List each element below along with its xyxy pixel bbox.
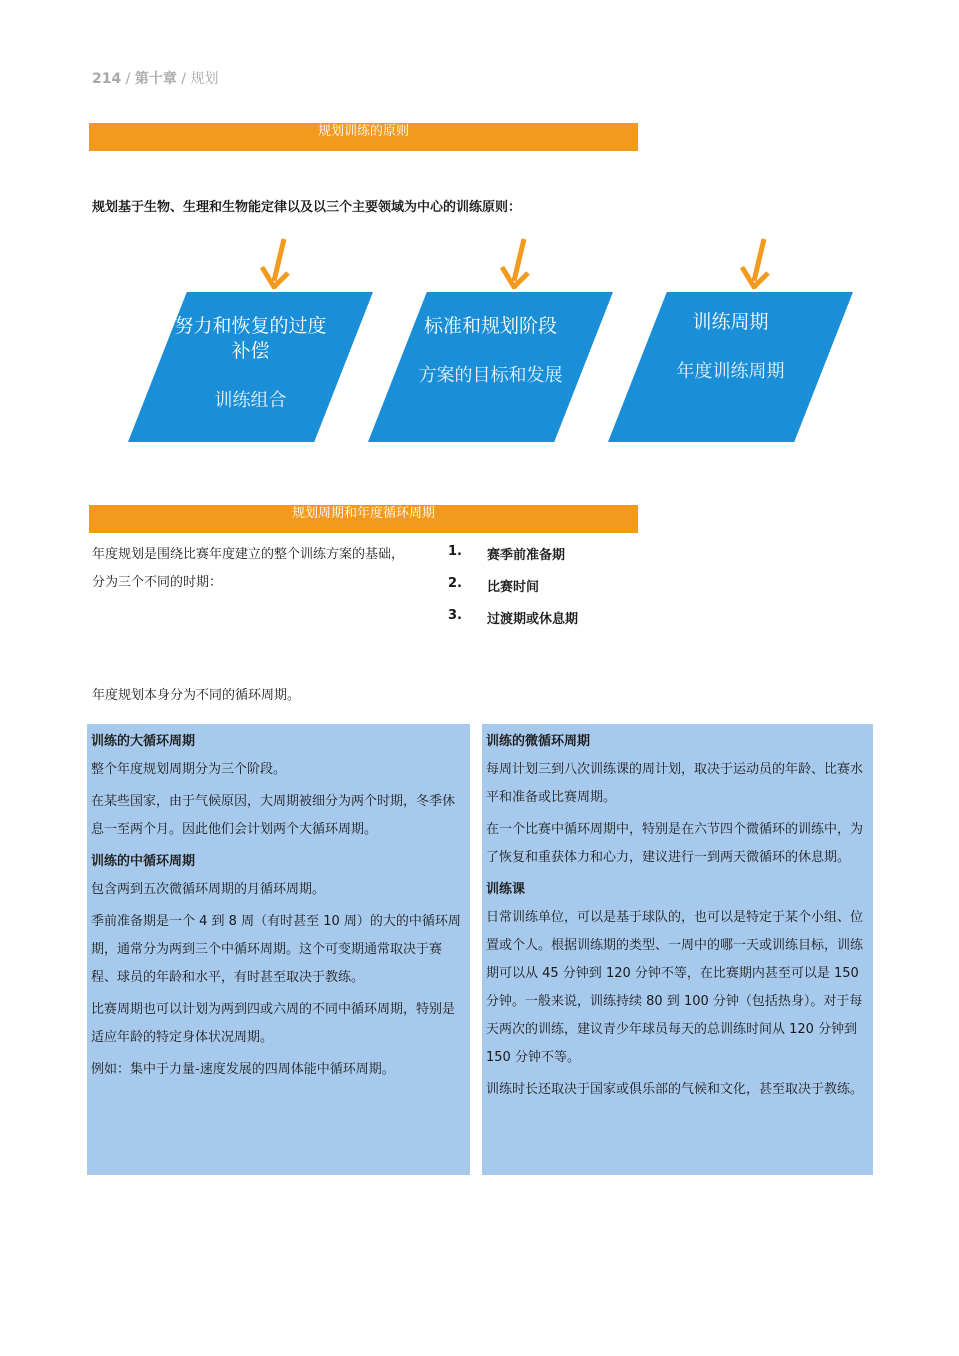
principle-text-1: 努力和恢复的过度 补偿 训练组合 — [174, 315, 327, 411]
chapter-label: 第十章 — [134, 71, 177, 87]
arrow-down-icon — [738, 237, 774, 289]
arrow-down-icon — [258, 237, 294, 289]
principle-text-3: 训练周期 年度训练周期 — [676, 311, 785, 382]
annual-plan-paragraph: 年度规划是围绕比赛年度建立的整个训练方案的基础， 分为三个不同的时期： — [92, 547, 405, 590]
box-heading: 训练的大循环周期 — [91, 734, 196, 749]
principles-diagram — [100, 232, 870, 447]
section-bar-principles: 规划训练的原则 — [89, 123, 638, 151]
arrow-down-icon — [498, 237, 534, 289]
microcycle-box: 训练的微循环周期 每周计划三到八次训练课的周计划，取决于运动员的年龄、比赛水平和准备或比赛周期。 在一个比赛中循环周期中，特别是在六节四个微循环的训练中，为了恢复和重获体力和心力，建议进行一到两天微循环的休息期。 训练课 日常训练单位，可以是基于球队的，也可以是特定于某个小组、位置或个人。根据训练期的类型、一周中的哪一天或训练目标，训练期可以从 45 分钟到 120 分钟不等，在比赛期内甚至可以是 150 分钟。一般来说，训练持续 80 到 100 分钟（包括热身）。对于每天两次的训练，建议青少年球员每天的总训练时间从 120 分钟到 150 分钟不等。 训练时长还取决于国家或俱乐部的气候和文化，甚至取决于教练。 — [482, 724, 873, 1175]
principle-text-2: 标准和规划阶段 方案的目标和发展 — [418, 315, 563, 386]
cycles-intro: 年度规划本身分为不同的循环周期。 — [92, 688, 301, 703]
list-item: 2. 比赛时间 — [448, 576, 540, 595]
list-item: 1. 赛季前准备期 — [448, 544, 566, 563]
page-number: 214 — [92, 71, 122, 87]
box-heading: 训练课 — [486, 882, 526, 897]
page-header: 214 / 第十章 / 规划 — [92, 71, 219, 87]
section-bar-cycles: 规划周期和年度循环周期 — [89, 505, 638, 533]
list-item: 3. 过渡期或休息期 — [448, 608, 579, 627]
box-heading: 训练的微循环周期 — [486, 734, 591, 749]
box-heading: 训练的中循环周期 — [91, 854, 196, 869]
periods-list — [448, 544, 578, 640]
section-label: 规划 — [190, 71, 219, 87]
macrocycle-box: 训练的大循环周期 整个年度规划周期分为三个阶段。 在某些国家，由于气候原因，大周期被细分为两个时期，冬季休息一至两个月。因此他们会计划两个大循环周期。 训练的中循环周期 包含两到五次微循环周期的月循环周期。 季前准备期是一个 4 到 8 周（有时甚至 10 周）的大的中循环周期，通常分为两到三个中循环周期。这个可变期通常取决于赛程、球员的年龄和水平，有时甚至取决于教练。 比赛周期也可以计划为两到四或六周的不同中循环周期，特别是适应年龄的特定身体状况周期。 例如：集中于力量-速度发展的四周体能中循环周期。 — [87, 724, 470, 1175]
intro-text: 规划基于生物、生理和生物能定律以及以三个主要领域为中心的训练原则： — [92, 200, 522, 215]
